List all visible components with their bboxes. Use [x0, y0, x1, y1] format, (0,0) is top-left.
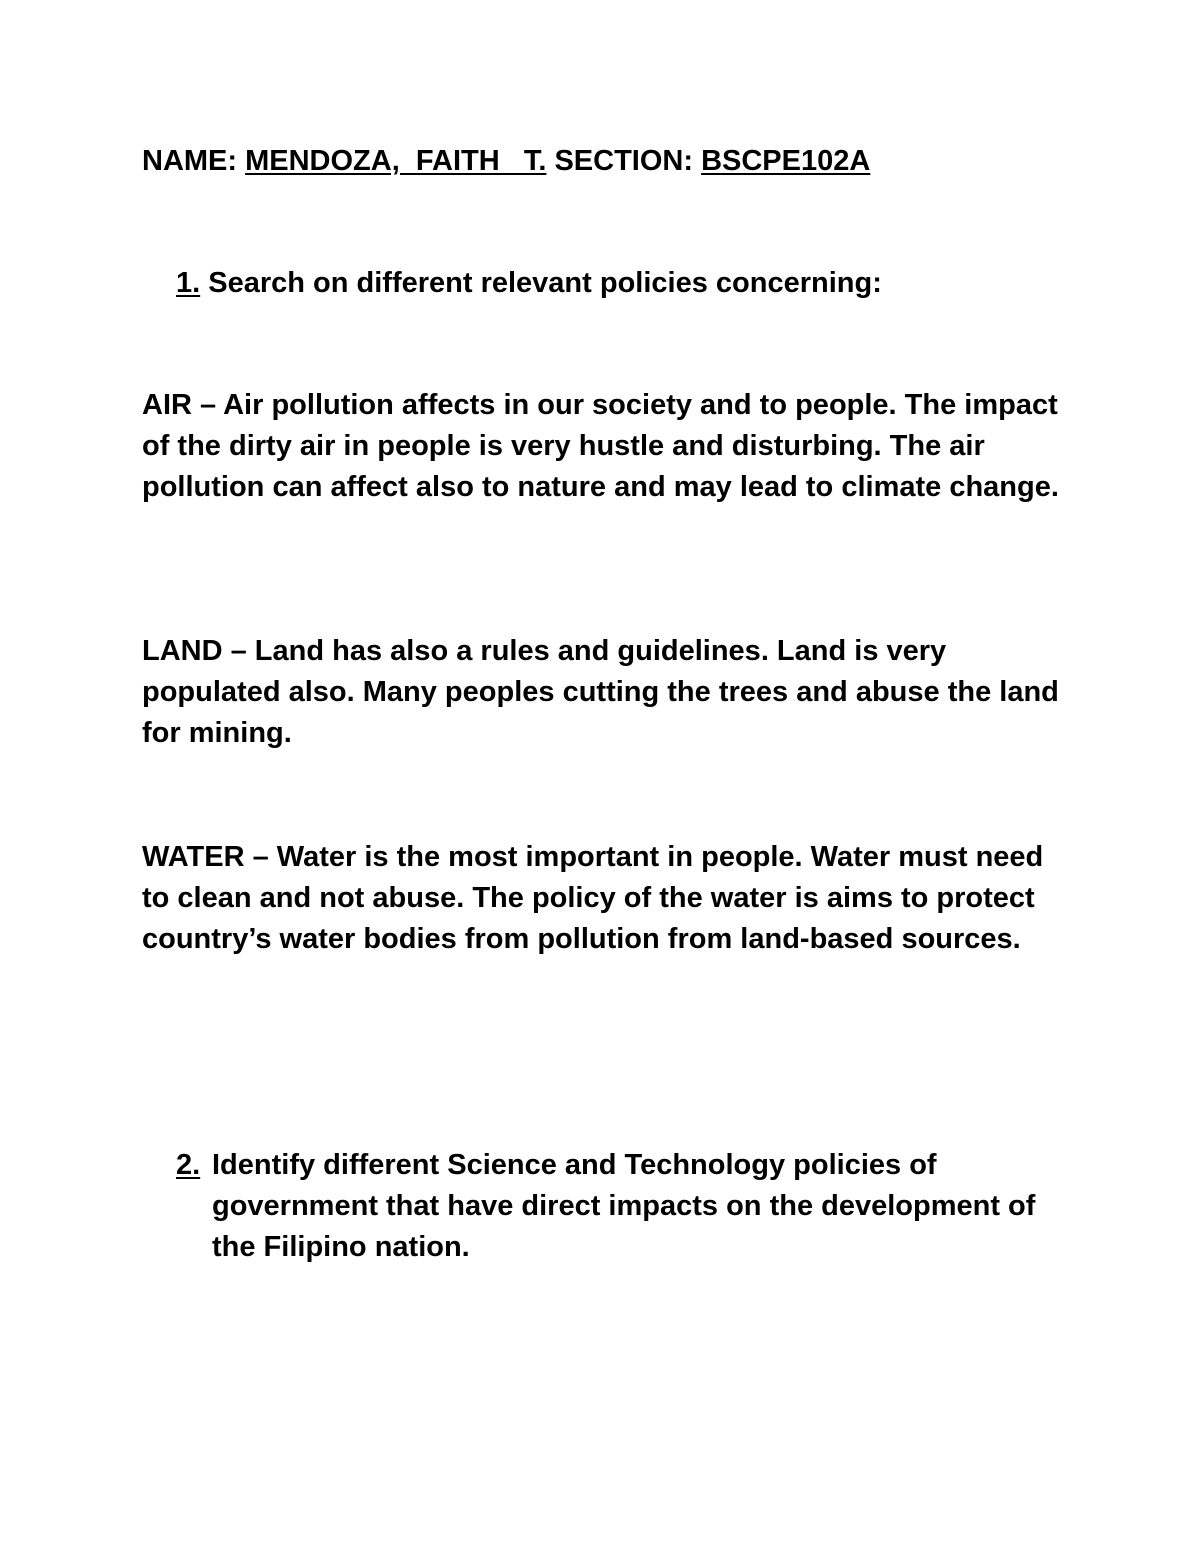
student-header [142, 141, 1072, 182]
section-label: SECTION: [554, 145, 694, 177]
question-2 [176, 1145, 1056, 1268]
water-paragraph: WATER – Water is the most important in people. Water must need to clean and not abuse. The policy of the water is aims to protect country’s water bodies from pollution from land-based sources. [142, 841, 1044, 955]
land-section [142, 631, 1072, 754]
air-paragraph: AIR – Air pollution affects in our society and to people. The impact of the dirty air in people is very hustle and disturbing. The air pollution can affect also to nature and may lead to climate change. [142, 389, 1059, 503]
question-2-number: 2. [176, 1149, 201, 1181]
question-2-text: Identify different Science and Technology policies of government that have direct impacts on the development of the Filipino nation. [212, 1149, 1036, 1263]
student-name: MENDOZA, FAITH T. [245, 145, 547, 177]
section-value: BSCPE102A [701, 145, 871, 177]
air-section [142, 385, 1072, 508]
name-label: NAME: [142, 145, 238, 177]
question-1-number: 1. [176, 267, 201, 299]
water-section [142, 837, 1072, 960]
question-1-text: Search on different relevant policies concerning: [208, 267, 882, 299]
land-paragraph: LAND – Land has also a rules and guidelines. Land is very populated also. Many peoples cutting the trees and abuse the land for mining. [142, 635, 1059, 749]
question-1 [176, 263, 1106, 304]
